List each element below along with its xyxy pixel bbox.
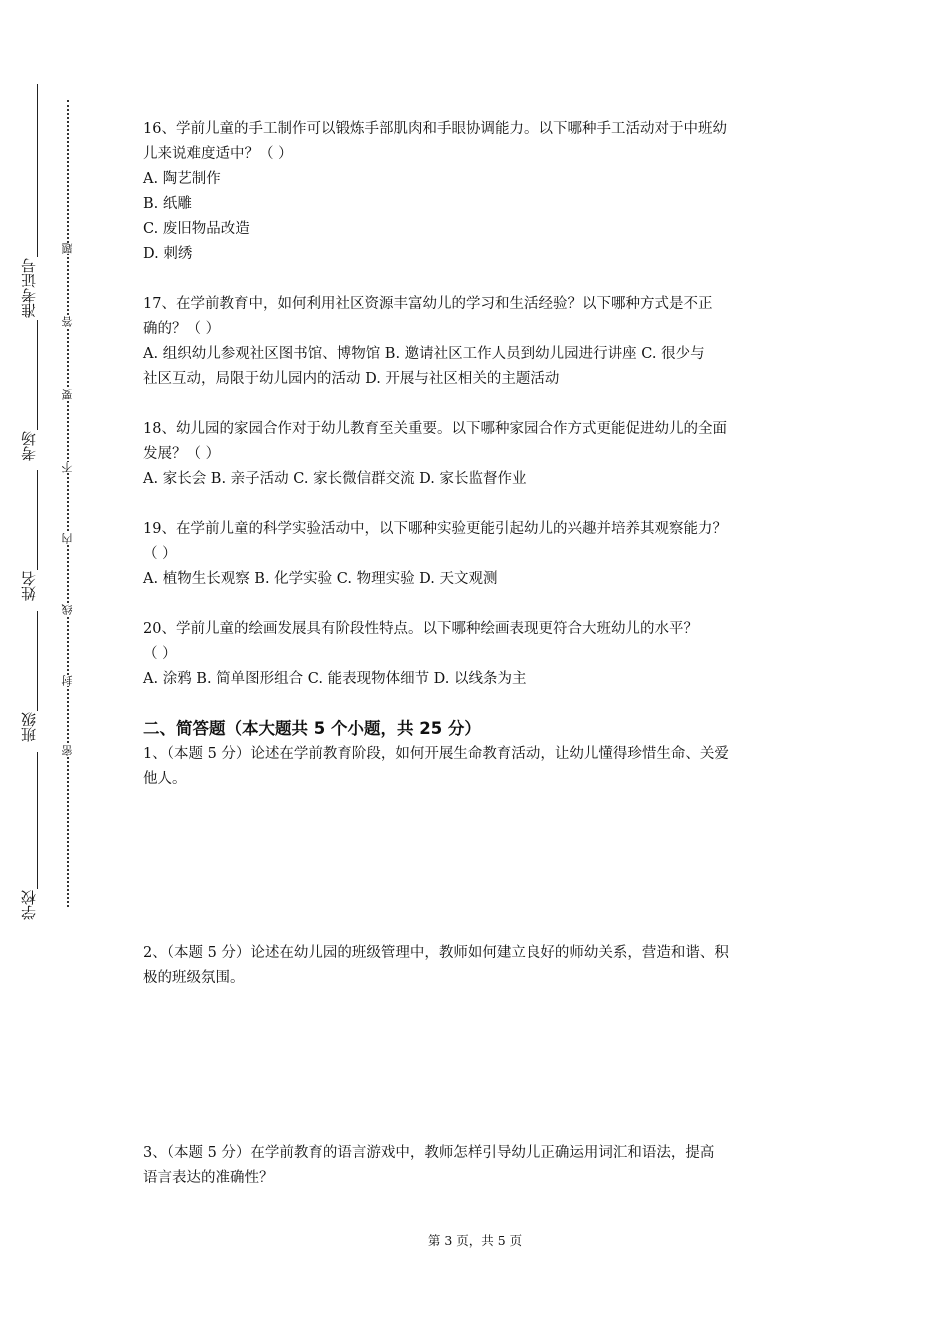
option: D. 刺绣: [143, 246, 193, 262]
school-label: 学校: [20, 890, 38, 920]
option: A. 陶艺制作: [143, 171, 221, 187]
question-text: 语言表达的准确性？: [143, 1170, 274, 1186]
question-17: [143, 292, 813, 392]
name-label: 姓名: [20, 571, 38, 601]
seal-char: 线: [61, 604, 74, 615]
option: 社区互动，局限于幼儿园内的活动 D. 开展与社区相关的主题活动: [143, 371, 560, 387]
question-text: 发展？（ ）: [143, 446, 221, 462]
question-20: [143, 617, 813, 692]
binding-line: [37, 470, 38, 570]
binding-line: [37, 320, 38, 430]
question-16: [143, 117, 813, 267]
binding-line: [37, 752, 38, 889]
binding-line: [37, 611, 38, 711]
question-text: 2、（本题 5 分）论述在幼儿园的班级管理中，教师如何建立良好的师幼关系，营造和谐、积: [143, 945, 729, 961]
question-19: [143, 517, 813, 592]
seal-dotted-line: [67, 100, 69, 907]
seal-char: 答: [61, 316, 74, 327]
seal-char: 封: [61, 675, 74, 686]
option: C. 废旧物品改造: [143, 221, 250, 237]
binding-margin: [0, 0, 120, 1344]
option: A. 植物生长观察 B. 化学实验 C. 物理实验 D. 天文观测: [143, 571, 498, 587]
option: A. 家长会 B. 亲子活动 C. 家长微信群交流 D. 家长监督作业: [143, 471, 527, 487]
question-text: 儿来说难度适中？（ ）: [143, 146, 293, 162]
question-text: 19、在学前儿童的科学实验活动中，以下哪种实验更能引起幼儿的兴趣并培养其观察能力？: [143, 521, 727, 537]
question-text: 1、（本题 5 分）论述在学前教育阶段，如何开展生命教育活动，让幼儿懂得珍惜生命、关爱: [143, 746, 729, 762]
seal-char: 题: [61, 243, 74, 254]
seal-char: 内: [61, 533, 74, 544]
short-answer-3: [143, 1141, 813, 1191]
class-label: 班级: [20, 712, 38, 742]
seal-char: 不: [61, 462, 74, 473]
question-text: 16、学前儿童的手工制作可以锻炼手部肌肉和手眼协调能力。以下哪种手工活动对于中班幼: [143, 121, 727, 137]
page-footer: 第 3 页，共 5 页: [427, 1233, 523, 1248]
option: A. 组织幼儿参观社区图书馆、博物馆 B. 邀请社区工作人员到幼儿园进行讲座 C. 很少与: [143, 346, 705, 362]
short-answer-1: [143, 742, 813, 792]
question-text: （ ）: [143, 646, 177, 662]
question-text: 极的班级氛围。: [143, 970, 245, 986]
option: B. 纸雕: [143, 196, 192, 212]
question-text: 确的？（ ）: [143, 321, 221, 337]
question-18: [143, 417, 813, 492]
binding-line: [37, 84, 38, 257]
section-2-title: 二、简答题（本大题共 5 个小题，共 25 分）: [143, 719, 481, 738]
exam-room-label: 考场: [20, 431, 38, 461]
option: A. 涂鸦 B. 简单图形组合 C. 能表现物体细节 D. 以线条为主: [143, 671, 527, 687]
question-text: （ ）: [143, 546, 177, 562]
seal-char: 密: [61, 745, 74, 756]
question-text: 20、学前儿童的绘画发展具有阶段性特点。以下哪种绘画表现更符合大班幼儿的水平？: [143, 621, 698, 637]
question-text: 17、在学前教育中，如何利用社区资源丰富幼儿的学习和生活经验？以下哪种方式是不正: [143, 296, 713, 312]
seal-char: 要: [61, 389, 74, 400]
short-answer-2: [143, 941, 813, 991]
exam-id-label: 准考证号: [20, 258, 38, 318]
question-text: 18、幼儿园的家园合作对于幼儿教育至关重要。以下哪种家园合作方式更能促进幼儿的全面: [143, 421, 727, 437]
question-text: 3、（本题 5 分）在学前教育的语言游戏中，教师怎样引导幼儿正确运用词汇和语法，提高: [143, 1145, 715, 1161]
question-text: 他人。: [143, 771, 187, 787]
